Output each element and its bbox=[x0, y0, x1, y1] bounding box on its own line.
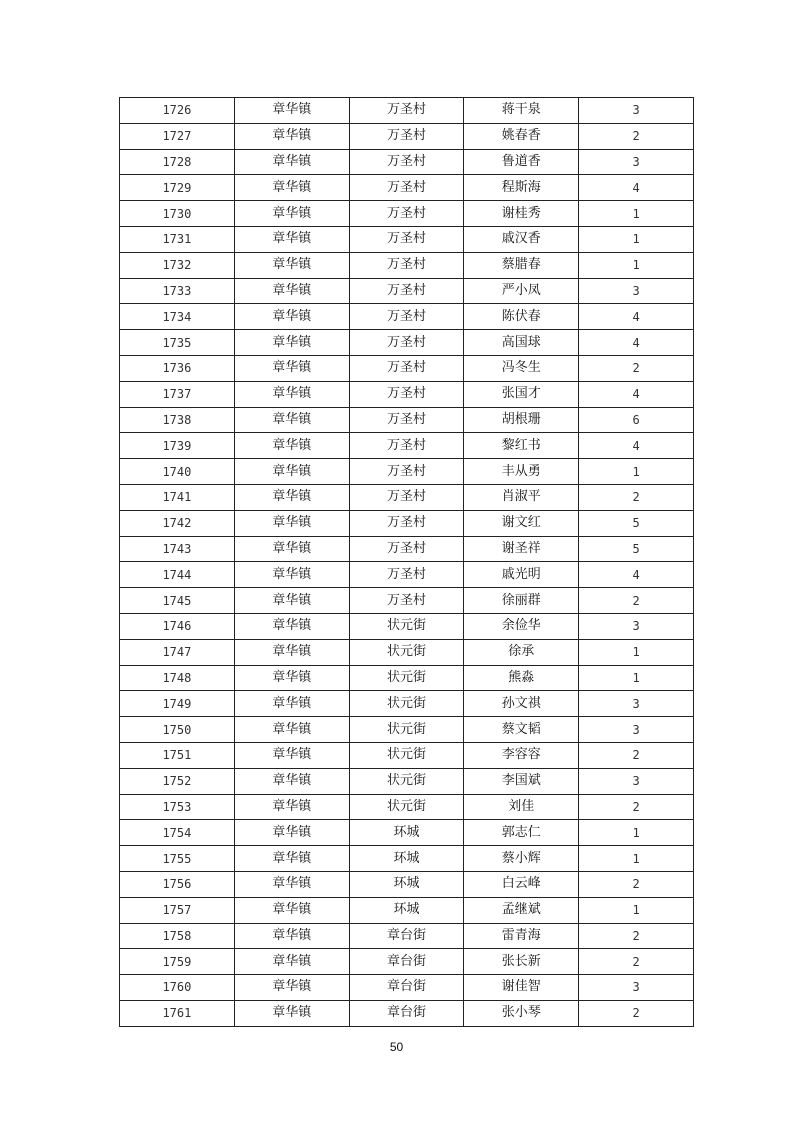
cell-town: 章华镇 bbox=[234, 278, 349, 304]
cell-name: 丰从勇 bbox=[464, 459, 579, 485]
cell-town: 章华镇 bbox=[234, 123, 349, 149]
cell-count: 2 bbox=[579, 871, 694, 897]
cell-count: 3 bbox=[579, 717, 694, 743]
table-row bbox=[120, 639, 694, 665]
table-row bbox=[120, 820, 694, 846]
cell-index: 1731 bbox=[120, 226, 235, 252]
cell-count: 5 bbox=[579, 510, 694, 536]
table-row bbox=[120, 975, 694, 1001]
cell-count: 4 bbox=[579, 381, 694, 407]
cell-village: 万圣村 bbox=[349, 536, 464, 562]
table-row bbox=[120, 768, 694, 794]
cell-village: 万圣村 bbox=[349, 355, 464, 381]
cell-count: 1 bbox=[579, 897, 694, 923]
table-row bbox=[120, 175, 694, 201]
cell-count: 4 bbox=[579, 175, 694, 201]
cell-town: 章华镇 bbox=[234, 1000, 349, 1026]
cell-town: 章华镇 bbox=[234, 433, 349, 459]
cell-index: 1747 bbox=[120, 639, 235, 665]
cell-town: 章华镇 bbox=[234, 639, 349, 665]
table-row bbox=[120, 355, 694, 381]
cell-town: 章华镇 bbox=[234, 459, 349, 485]
cell-index: 1745 bbox=[120, 588, 235, 614]
table-row bbox=[120, 278, 694, 304]
cell-index: 1757 bbox=[120, 897, 235, 923]
table-row bbox=[120, 536, 694, 562]
cell-village: 环城 bbox=[349, 820, 464, 846]
cell-village: 万圣村 bbox=[349, 510, 464, 536]
cell-town: 章华镇 bbox=[234, 613, 349, 639]
cell-town: 章华镇 bbox=[234, 381, 349, 407]
cell-count: 2 bbox=[579, 123, 694, 149]
cell-count: 1 bbox=[579, 201, 694, 227]
table-row bbox=[120, 717, 694, 743]
table-row bbox=[120, 1000, 694, 1026]
cell-name: 戚光明 bbox=[464, 562, 579, 588]
cell-village: 状元街 bbox=[349, 691, 464, 717]
cell-count: 1 bbox=[579, 226, 694, 252]
cell-count: 2 bbox=[579, 1000, 694, 1026]
cell-count: 3 bbox=[579, 149, 694, 175]
cell-count: 1 bbox=[579, 665, 694, 691]
cell-index: 1753 bbox=[120, 794, 235, 820]
cell-index: 1759 bbox=[120, 949, 235, 975]
cell-count: 4 bbox=[579, 330, 694, 356]
table-row bbox=[120, 407, 694, 433]
cell-index: 1744 bbox=[120, 562, 235, 588]
cell-name: 李国斌 bbox=[464, 768, 579, 794]
table-row bbox=[120, 897, 694, 923]
cell-name: 谢文红 bbox=[464, 510, 579, 536]
table-row bbox=[120, 794, 694, 820]
table-row bbox=[120, 871, 694, 897]
cell-town: 章华镇 bbox=[234, 897, 349, 923]
cell-town: 章华镇 bbox=[234, 536, 349, 562]
table-row bbox=[120, 742, 694, 768]
cell-count: 5 bbox=[579, 536, 694, 562]
cell-index: 1760 bbox=[120, 975, 235, 1001]
table-row bbox=[120, 330, 694, 356]
cell-name: 程斯海 bbox=[464, 175, 579, 201]
cell-index: 1728 bbox=[120, 149, 235, 175]
cell-count: 1 bbox=[579, 820, 694, 846]
cell-name: 张长新 bbox=[464, 949, 579, 975]
table-row bbox=[120, 510, 694, 536]
cell-town: 章华镇 bbox=[234, 407, 349, 433]
cell-village: 万圣村 bbox=[349, 330, 464, 356]
cell-town: 章华镇 bbox=[234, 794, 349, 820]
cell-count: 2 bbox=[579, 923, 694, 949]
cell-town: 章华镇 bbox=[234, 691, 349, 717]
cell-village: 状元街 bbox=[349, 639, 464, 665]
cell-index: 1730 bbox=[120, 201, 235, 227]
table-row bbox=[120, 433, 694, 459]
cell-count: 2 bbox=[579, 794, 694, 820]
cell-village: 状元街 bbox=[349, 794, 464, 820]
cell-town: 章华镇 bbox=[234, 742, 349, 768]
cell-index: 1733 bbox=[120, 278, 235, 304]
cell-index: 1739 bbox=[120, 433, 235, 459]
cell-town: 章华镇 bbox=[234, 820, 349, 846]
cell-name: 郭志仁 bbox=[464, 820, 579, 846]
table-row bbox=[120, 923, 694, 949]
cell-village: 万圣村 bbox=[349, 226, 464, 252]
cell-name: 雷青海 bbox=[464, 923, 579, 949]
cell-village: 环城 bbox=[349, 897, 464, 923]
table-row bbox=[120, 381, 694, 407]
cell-index: 1740 bbox=[120, 459, 235, 485]
cell-count: 3 bbox=[579, 768, 694, 794]
cell-name: 蔡腊春 bbox=[464, 252, 579, 278]
cell-village: 章台街 bbox=[349, 949, 464, 975]
cell-village: 环城 bbox=[349, 871, 464, 897]
cell-village: 万圣村 bbox=[349, 175, 464, 201]
cell-name: 严小凤 bbox=[464, 278, 579, 304]
table-row bbox=[120, 201, 694, 227]
cell-index: 1729 bbox=[120, 175, 235, 201]
cell-count: 2 bbox=[579, 484, 694, 510]
cell-count: 2 bbox=[579, 588, 694, 614]
cell-town: 章华镇 bbox=[234, 717, 349, 743]
cell-name: 冯冬生 bbox=[464, 355, 579, 381]
cell-village: 万圣村 bbox=[349, 278, 464, 304]
table-row bbox=[120, 149, 694, 175]
cell-count: 3 bbox=[579, 975, 694, 1001]
cell-count: 3 bbox=[579, 98, 694, 124]
cell-index: 1756 bbox=[120, 871, 235, 897]
cell-name: 谢圣祥 bbox=[464, 536, 579, 562]
cell-index: 1736 bbox=[120, 355, 235, 381]
cell-village: 万圣村 bbox=[349, 484, 464, 510]
cell-town: 章华镇 bbox=[234, 175, 349, 201]
cell-count: 2 bbox=[579, 355, 694, 381]
cell-village: 万圣村 bbox=[349, 381, 464, 407]
cell-village: 万圣村 bbox=[349, 433, 464, 459]
cell-index: 1738 bbox=[120, 407, 235, 433]
cell-name: 高国球 bbox=[464, 330, 579, 356]
cell-village: 状元街 bbox=[349, 717, 464, 743]
cell-village: 万圣村 bbox=[349, 123, 464, 149]
cell-village: 章台街 bbox=[349, 1000, 464, 1026]
cell-town: 章华镇 bbox=[234, 355, 349, 381]
cell-town: 章华镇 bbox=[234, 923, 349, 949]
cell-village: 状元街 bbox=[349, 613, 464, 639]
cell-name: 李容容 bbox=[464, 742, 579, 768]
cell-name: 余俭华 bbox=[464, 613, 579, 639]
table-row bbox=[120, 459, 694, 485]
cell-count: 2 bbox=[579, 742, 694, 768]
table-row bbox=[120, 613, 694, 639]
cell-index: 1749 bbox=[120, 691, 235, 717]
cell-index: 1755 bbox=[120, 846, 235, 872]
cell-town: 章华镇 bbox=[234, 201, 349, 227]
cell-town: 章华镇 bbox=[234, 98, 349, 124]
cell-name: 徐承 bbox=[464, 639, 579, 665]
cell-index: 1758 bbox=[120, 923, 235, 949]
cell-name: 谢桂秀 bbox=[464, 201, 579, 227]
cell-village: 万圣村 bbox=[349, 459, 464, 485]
table-row bbox=[120, 252, 694, 278]
cell-village: 万圣村 bbox=[349, 304, 464, 330]
cell-name: 熊淼 bbox=[464, 665, 579, 691]
cell-count: 1 bbox=[579, 846, 694, 872]
table-row bbox=[120, 846, 694, 872]
cell-village: 章台街 bbox=[349, 975, 464, 1001]
table-row bbox=[120, 304, 694, 330]
cell-town: 章华镇 bbox=[234, 665, 349, 691]
cell-count: 4 bbox=[579, 562, 694, 588]
table-row bbox=[120, 484, 694, 510]
cell-town: 章华镇 bbox=[234, 949, 349, 975]
cell-name: 蒋干泉 bbox=[464, 98, 579, 124]
cell-count: 4 bbox=[579, 304, 694, 330]
cell-town: 章华镇 bbox=[234, 846, 349, 872]
cell-name: 陈伏春 bbox=[464, 304, 579, 330]
cell-count: 3 bbox=[579, 278, 694, 304]
cell-name: 张国才 bbox=[464, 381, 579, 407]
cell-name: 谢佳智 bbox=[464, 975, 579, 1001]
cell-town: 章华镇 bbox=[234, 975, 349, 1001]
cell-name: 蔡小辉 bbox=[464, 846, 579, 872]
cell-town: 章华镇 bbox=[234, 588, 349, 614]
cell-town: 章华镇 bbox=[234, 330, 349, 356]
cell-name: 黎红书 bbox=[464, 433, 579, 459]
cell-village: 万圣村 bbox=[349, 201, 464, 227]
cell-village: 万圣村 bbox=[349, 252, 464, 278]
cell-index: 1746 bbox=[120, 613, 235, 639]
cell-name: 孟继斌 bbox=[464, 897, 579, 923]
cell-name: 张小琴 bbox=[464, 1000, 579, 1026]
cell-index: 1754 bbox=[120, 820, 235, 846]
cell-name: 鲁道香 bbox=[464, 149, 579, 175]
cell-village: 万圣村 bbox=[349, 407, 464, 433]
cell-count: 6 bbox=[579, 407, 694, 433]
cell-count: 1 bbox=[579, 252, 694, 278]
cell-name: 刘佳 bbox=[464, 794, 579, 820]
cell-index: 1750 bbox=[120, 717, 235, 743]
cell-town: 章华镇 bbox=[234, 252, 349, 278]
cell-name: 徐丽群 bbox=[464, 588, 579, 614]
table-row bbox=[120, 949, 694, 975]
table-row bbox=[120, 691, 694, 717]
cell-name: 戚汉香 bbox=[464, 226, 579, 252]
table-row bbox=[120, 562, 694, 588]
cell-town: 章华镇 bbox=[234, 304, 349, 330]
cell-village: 状元街 bbox=[349, 665, 464, 691]
cell-village: 章台街 bbox=[349, 923, 464, 949]
table-row bbox=[120, 98, 694, 124]
cell-index: 1742 bbox=[120, 510, 235, 536]
cell-town: 章华镇 bbox=[234, 484, 349, 510]
cell-name: 孙文祺 bbox=[464, 691, 579, 717]
table-row bbox=[120, 665, 694, 691]
cell-village: 万圣村 bbox=[349, 98, 464, 124]
cell-count: 3 bbox=[579, 691, 694, 717]
cell-town: 章华镇 bbox=[234, 768, 349, 794]
data-table bbox=[119, 97, 694, 1027]
cell-index: 1748 bbox=[120, 665, 235, 691]
cell-index: 1743 bbox=[120, 536, 235, 562]
cell-index: 1726 bbox=[120, 98, 235, 124]
cell-index: 1741 bbox=[120, 484, 235, 510]
cell-index: 1732 bbox=[120, 252, 235, 278]
cell-town: 章华镇 bbox=[234, 510, 349, 536]
cell-village: 状元街 bbox=[349, 768, 464, 794]
table-row bbox=[120, 123, 694, 149]
cell-name: 肖淑平 bbox=[464, 484, 579, 510]
cell-count: 4 bbox=[579, 433, 694, 459]
cell-index: 1751 bbox=[120, 742, 235, 768]
cell-index: 1735 bbox=[120, 330, 235, 356]
cell-name: 蔡文韬 bbox=[464, 717, 579, 743]
cell-count: 1 bbox=[579, 639, 694, 665]
cell-town: 章华镇 bbox=[234, 226, 349, 252]
page-number: 50 bbox=[389, 1040, 404, 1054]
cell-index: 1734 bbox=[120, 304, 235, 330]
cell-index: 1752 bbox=[120, 768, 235, 794]
cell-village: 万圣村 bbox=[349, 562, 464, 588]
cell-village: 状元街 bbox=[349, 742, 464, 768]
cell-town: 章华镇 bbox=[234, 871, 349, 897]
table-row bbox=[120, 226, 694, 252]
cell-town: 章华镇 bbox=[234, 562, 349, 588]
cell-count: 3 bbox=[579, 613, 694, 639]
cell-name: 胡根珊 bbox=[464, 407, 579, 433]
cell-index: 1727 bbox=[120, 123, 235, 149]
cell-village: 环城 bbox=[349, 846, 464, 872]
cell-name: 白云峰 bbox=[464, 871, 579, 897]
cell-count: 2 bbox=[579, 949, 694, 975]
cell-village: 万圣村 bbox=[349, 149, 464, 175]
cell-village: 万圣村 bbox=[349, 588, 464, 614]
table-row bbox=[120, 588, 694, 614]
cell-index: 1761 bbox=[120, 1000, 235, 1026]
cell-town: 章华镇 bbox=[234, 149, 349, 175]
cell-index: 1737 bbox=[120, 381, 235, 407]
cell-count: 1 bbox=[579, 459, 694, 485]
cell-name: 姚春香 bbox=[464, 123, 579, 149]
